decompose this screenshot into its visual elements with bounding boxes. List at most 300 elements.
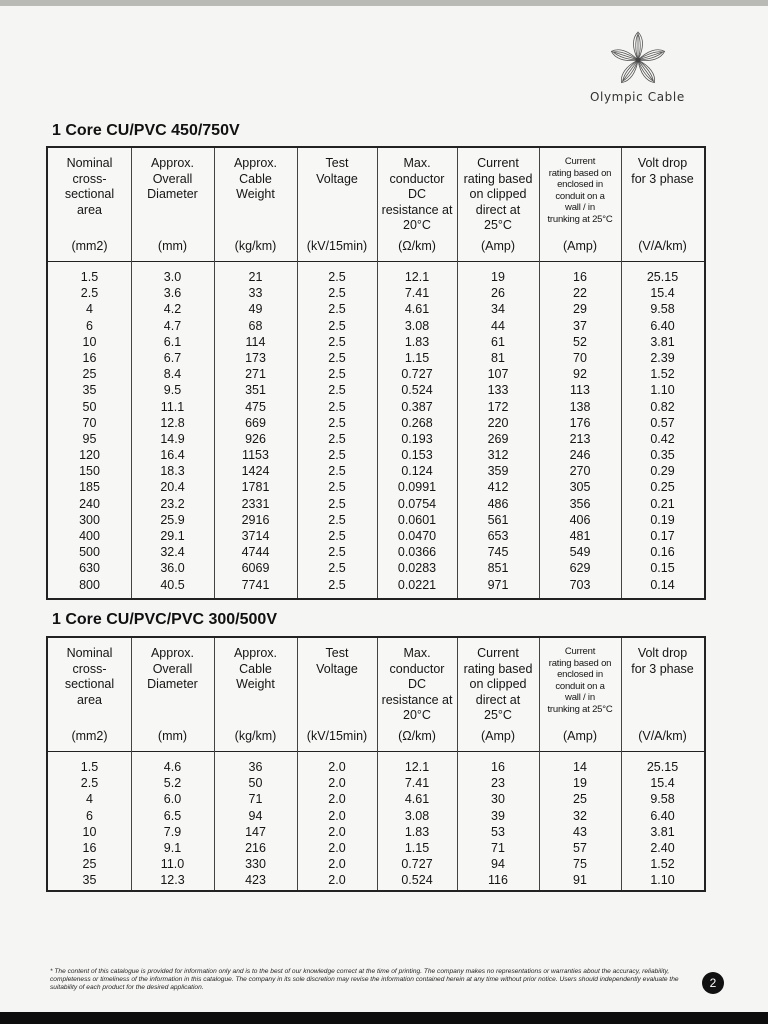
cell-cable-weight: 21 — [248, 270, 263, 284]
section-title-300-500: 1 Core CU/PVC/PVC 300/500V — [52, 611, 277, 628]
table-row — [48, 560, 704, 576]
cell-dc-resistance: 4.61 — [404, 302, 430, 317]
cell-cable-weight: 33 — [248, 286, 263, 301]
cell-current-conduit: 406 — [569, 512, 591, 527]
column-divider — [621, 148, 622, 598]
column-divider — [377, 148, 378, 598]
cell-nominal-area: 1.5 — [80, 760, 99, 774]
column-divider — [214, 638, 215, 890]
column-divider — [297, 638, 298, 890]
cell-dc-resistance: 0.0991 — [397, 480, 437, 495]
cell-dc-resistance: 1.15 — [404, 840, 430, 855]
header-label: Approx. Overall Diameter — [147, 646, 198, 691]
cell-nominal-area: 185 — [79, 480, 100, 495]
cell-dc-resistance: 0.524 — [401, 383, 433, 398]
cell-nominal-area: 35 — [82, 383, 97, 398]
disclaimer-footnote: * The content of this catalogue is provided for information only and is to the best of our knowledge correct at the time of printing. The company makes no representations or warranties about the accuracy, reliability, completeness or timeliness of the information in this catalogue. The company in its sole discretion may revise the information contained herein at any time without prior notice. Users should independently evaluate the suitability of each product for the desired application. — [50, 968, 679, 991]
brand-name: Olympic Cable — [590, 90, 685, 104]
cell-current-clipped: 220 — [487, 415, 509, 430]
cell-current-clipped: 561 — [487, 512, 509, 527]
header-unit: (Amp) — [562, 238, 598, 253]
table-body — [48, 759, 704, 889]
cell-volt-drop: 0.21 — [650, 496, 675, 511]
header-label: Volt drop for 3 phase — [631, 156, 694, 186]
table-row — [48, 577, 704, 593]
cell-cable-weight: 926 — [245, 431, 266, 446]
cell-cable-weight: 68 — [248, 318, 263, 333]
cell-volt-drop: 3.81 — [650, 824, 675, 839]
cell-current-clipped: 133 — [487, 383, 509, 398]
header-unit: (V/A/km) — [638, 238, 687, 253]
cell-test-voltage: 2.5 — [328, 286, 346, 301]
cell-volt-drop: 0.15 — [650, 561, 675, 576]
cell-test-voltage: 2.5 — [328, 529, 346, 543]
cell-current-clipped: 359 — [487, 464, 509, 479]
cell-test-voltage: 2.0 — [328, 808, 346, 823]
cell-volt-drop: 9.58 — [650, 792, 675, 807]
cell-cable-weight: 6069 — [241, 561, 270, 576]
table-row — [48, 463, 704, 479]
cell-volt-drop: 0.82 — [650, 399, 675, 414]
table-row — [48, 350, 704, 366]
cell-test-voltage: 2.5 — [328, 367, 346, 382]
flower-logo-icon — [608, 30, 668, 90]
cell-overall-diameter: 4.6 — [163, 760, 182, 774]
cell-cable-weight: 271 — [245, 367, 266, 382]
cell-overall-diameter: 8.4 — [163, 367, 182, 382]
cell-current-conduit: 113 — [570, 383, 590, 398]
cell-volt-drop: 9.58 — [650, 302, 675, 317]
cell-current-conduit: 57 — [573, 840, 587, 855]
cell-dc-resistance: 0.153 — [401, 448, 433, 463]
cell-cable-weight: 351 — [245, 383, 266, 398]
cell-volt-drop: 0.16 — [650, 545, 675, 560]
cell-volt-drop: 0.25 — [650, 480, 675, 495]
cell-dc-resistance: 1.15 — [404, 350, 430, 365]
header-cable-weight — [214, 638, 297, 751]
cell-cable-weight: 475 — [245, 399, 266, 414]
cell-current-clipped: 851 — [487, 561, 509, 576]
cell-nominal-area: 4 — [86, 302, 93, 317]
cell-volt-drop: 25.15 — [646, 760, 679, 774]
header-test-voltage — [297, 148, 377, 261]
header-label: Current rating based on enclosed in conduit on a wall / in trunking at 25°C — [547, 646, 613, 715]
page-number-badge: 2 — [702, 972, 724, 994]
cell-dc-resistance: 4.61 — [404, 792, 430, 807]
cell-overall-diameter: 4.2 — [163, 302, 182, 317]
cell-current-conduit: 703 — [569, 577, 591, 592]
table-row — [48, 528, 704, 544]
cell-cable-weight: 94 — [248, 808, 263, 823]
cell-current-clipped: 34 — [491, 302, 505, 317]
cell-volt-drop: 6.40 — [650, 318, 675, 333]
cell-test-voltage: 2.5 — [328, 496, 346, 511]
header-label: Approx. Cable Weight — [233, 646, 278, 691]
cell-overall-diameter: 14.9 — [160, 431, 185, 446]
cell-current-clipped: 26 — [491, 286, 505, 301]
header-label: Approx. Cable Weight — [233, 156, 278, 201]
cell-nominal-area: 300 — [79, 512, 100, 527]
header-volt-drop — [621, 638, 704, 751]
column-divider — [377, 638, 378, 890]
header-label: Test Voltage — [316, 156, 358, 186]
cell-nominal-area: 240 — [79, 496, 100, 511]
cell-current-conduit: 43 — [573, 824, 587, 839]
cell-current-clipped: 412 — [487, 480, 509, 495]
cell-dc-resistance: 0.0470 — [397, 529, 437, 543]
cell-test-voltage: 2.5 — [328, 512, 346, 527]
cell-volt-drop: 0.19 — [650, 512, 675, 527]
cell-test-voltage: 2.0 — [328, 873, 346, 888]
header-unit: (Amp) — [480, 728, 516, 743]
cell-current-conduit: 91 — [573, 873, 587, 888]
table-row — [48, 479, 704, 495]
cell-test-voltage: 2.5 — [328, 431, 346, 446]
header-unit: (mm2) — [71, 238, 108, 253]
header-unit: (kV/15min) — [306, 728, 368, 743]
scan-top-edge — [0, 0, 768, 6]
cell-current-clipped: 44 — [491, 318, 505, 333]
cell-cable-weight: 114 — [245, 334, 266, 349]
header-unit: (mm) — [157, 238, 188, 253]
cell-test-voltage: 2.5 — [328, 480, 346, 495]
cell-test-voltage: 2.5 — [328, 577, 346, 592]
cell-overall-diameter: 32.4 — [160, 545, 185, 560]
cell-cable-weight: 330 — [245, 857, 266, 872]
cell-overall-diameter: 16.4 — [160, 448, 185, 463]
cell-current-clipped: 312 — [487, 448, 509, 463]
cell-nominal-area: 800 — [79, 577, 100, 592]
cell-test-voltage: 2.5 — [328, 334, 346, 349]
cell-current-conduit: 629 — [569, 561, 591, 576]
header-current-clipped — [457, 148, 539, 261]
cell-dc-resistance: 12.1 — [404, 760, 430, 774]
cell-current-clipped: 653 — [487, 529, 509, 543]
cell-nominal-area: 25 — [82, 857, 97, 872]
cell-dc-resistance: 0.193 — [401, 431, 433, 446]
cell-current-conduit: 14 — [573, 760, 587, 774]
cell-overall-diameter: 7.9 — [163, 824, 182, 839]
table-row — [48, 334, 704, 350]
cell-dc-resistance: 1.83 — [404, 334, 430, 349]
cell-volt-drop: 1.52 — [650, 367, 675, 382]
cell-dc-resistance: 7.41 — [404, 286, 430, 301]
header-label: Max. conductor DC resistance at 20°C — [381, 646, 453, 722]
cell-volt-drop: 6.40 — [650, 808, 675, 823]
cell-current-conduit: 481 — [569, 529, 591, 543]
cell-dc-resistance: 0.0601 — [397, 512, 437, 527]
cell-dc-resistance: 12.1 — [404, 270, 430, 284]
cell-cable-weight: 2916 — [241, 512, 270, 527]
table-row — [48, 366, 704, 382]
header-nominal-area — [48, 638, 131, 751]
cell-current-conduit: 25 — [573, 792, 587, 807]
header-label: Current rating based on clipped direct at 25°C — [463, 646, 533, 722]
cell-overall-diameter: 4.7 — [163, 318, 182, 333]
cable-spec-table-300-500 — [46, 636, 706, 892]
cell-current-clipped: 81 — [491, 350, 505, 365]
header-overall-diameter — [131, 148, 214, 261]
cell-cable-weight: 669 — [245, 415, 266, 430]
scan-bottom-edge — [0, 1012, 768, 1024]
cell-overall-diameter: 3.0 — [163, 270, 182, 284]
header-unit: (Amp) — [562, 728, 598, 743]
header-volt-drop — [621, 148, 704, 261]
cell-nominal-area: 10 — [82, 334, 97, 349]
table-header — [48, 148, 704, 262]
cell-current-clipped: 971 — [487, 577, 509, 592]
cell-overall-diameter: 12.3 — [160, 873, 185, 888]
cell-dc-resistance: 7.41 — [404, 776, 430, 791]
cell-current-clipped: 486 — [487, 496, 509, 511]
column-divider — [457, 148, 458, 598]
header-label: Current rating based on enclosed in conduit on a wall / in trunking at 25°C — [547, 156, 613, 225]
cell-dc-resistance: 0.0754 — [397, 496, 437, 511]
cell-current-conduit: 92 — [573, 367, 587, 382]
cell-nominal-area: 150 — [79, 464, 100, 479]
cell-current-conduit: 549 — [569, 545, 591, 560]
cell-current-clipped: 94 — [491, 857, 505, 872]
cell-cable-weight: 71 — [248, 792, 263, 807]
cell-test-voltage: 2.0 — [328, 840, 346, 855]
cell-overall-diameter: 3.6 — [163, 286, 182, 301]
cell-current-clipped: 745 — [487, 545, 509, 560]
header-label: Current rating based on clipped direct at 25°C — [463, 156, 533, 232]
cell-current-clipped: 107 — [487, 367, 509, 382]
table-row — [48, 856, 704, 872]
header-label: Nominal cross- sectional area — [64, 156, 115, 217]
cell-test-voltage: 2.0 — [328, 776, 346, 791]
column-divider — [214, 148, 215, 598]
cell-nominal-area: 16 — [82, 350, 97, 365]
cell-nominal-area: 4 — [86, 792, 93, 807]
cell-current-clipped: 116 — [488, 873, 508, 888]
cell-overall-diameter: 20.4 — [160, 480, 185, 495]
cell-nominal-area: 120 — [79, 448, 100, 463]
cell-current-conduit: 270 — [569, 464, 591, 479]
cell-cable-weight: 147 — [245, 824, 266, 839]
cell-volt-drop: 0.17 — [650, 529, 675, 543]
cell-volt-drop: 0.35 — [650, 448, 675, 463]
cell-dc-resistance: 0.0366 — [397, 545, 437, 560]
cell-nominal-area: 35 — [82, 873, 97, 888]
header-unit: (mm2) — [71, 728, 108, 743]
cell-nominal-area: 16 — [82, 840, 97, 855]
cell-test-voltage: 2.0 — [328, 824, 346, 839]
header-unit: (kg/km) — [234, 238, 277, 253]
cell-dc-resistance: 0.727 — [401, 367, 433, 382]
cell-test-voltage: 2.5 — [328, 415, 346, 430]
table-row — [48, 544, 704, 560]
cell-overall-diameter: 11.1 — [160, 399, 185, 414]
section-title-450-750: 1 Core CU/PVC 450/750V — [52, 122, 240, 139]
cell-volt-drop: 15.4 — [650, 286, 675, 301]
cell-overall-diameter: 9.5 — [163, 383, 182, 398]
table-row — [48, 791, 704, 807]
cell-current-clipped: 172 — [487, 399, 509, 414]
cell-dc-resistance: 1.83 — [404, 824, 430, 839]
cell-cable-weight: 49 — [248, 302, 263, 317]
cell-nominal-area: 95 — [82, 431, 97, 446]
table-row — [48, 269, 704, 285]
cell-cable-weight: 36 — [248, 760, 263, 774]
header-nominal-area — [48, 148, 131, 261]
cell-overall-diameter: 9.1 — [163, 840, 182, 855]
cell-current-clipped: 39 — [491, 808, 505, 823]
header-unit: (mm) — [157, 728, 188, 743]
header-dc-resistance — [377, 638, 457, 751]
cell-current-conduit: 22 — [573, 286, 587, 301]
cell-nominal-area: 70 — [82, 415, 97, 430]
cell-nominal-area: 6 — [86, 318, 93, 333]
header-current-clipped — [457, 638, 539, 751]
cell-volt-drop: 0.42 — [650, 431, 675, 446]
cell-current-conduit: 305 — [569, 480, 591, 495]
cell-test-voltage: 2.5 — [328, 302, 346, 317]
cell-current-conduit: 37 — [573, 318, 587, 333]
cell-test-voltage: 2.5 — [328, 270, 346, 284]
cell-current-conduit: 70 — [573, 350, 587, 365]
cell-overall-diameter: 23.2 — [160, 496, 185, 511]
cell-current-conduit: 246 — [569, 448, 591, 463]
column-divider — [457, 638, 458, 890]
header-unit: (kg/km) — [234, 728, 277, 743]
cell-volt-drop: 15.4 — [650, 776, 675, 791]
cell-overall-diameter: 6.7 — [163, 350, 182, 365]
cell-overall-diameter: 29.1 — [160, 529, 185, 543]
cell-cable-weight: 7741 — [241, 577, 270, 592]
column-divider — [539, 638, 540, 890]
cell-overall-diameter: 6.0 — [163, 792, 182, 807]
cell-current-clipped: 30 — [491, 792, 505, 807]
cell-dc-resistance: 3.08 — [404, 318, 430, 333]
cable-spec-table-450-750 — [46, 146, 706, 600]
cell-cable-weight: 1153 — [242, 448, 269, 463]
cell-overall-diameter: 40.5 — [160, 577, 185, 592]
cell-current-conduit: 16 — [573, 270, 587, 284]
table-row — [48, 808, 704, 824]
cell-current-clipped: 71 — [491, 840, 505, 855]
cell-current-conduit: 19 — [573, 776, 587, 791]
header-test-voltage — [297, 638, 377, 751]
column-divider — [539, 148, 540, 598]
cell-cable-weight: 1424 — [241, 464, 270, 479]
table-row — [48, 447, 704, 463]
header-label: Nominal cross- sectional area — [64, 646, 115, 707]
cell-dc-resistance: 0.0283 — [397, 561, 437, 576]
cell-cable-weight: 173 — [245, 350, 266, 365]
cell-test-voltage: 2.5 — [328, 545, 346, 560]
cell-volt-drop: 25.15 — [646, 270, 679, 284]
header-current-conduit — [539, 638, 621, 751]
cell-current-conduit: 29 — [573, 302, 587, 317]
cell-cable-weight: 2331 — [241, 496, 270, 511]
cell-nominal-area: 6 — [86, 808, 93, 823]
table-row — [48, 759, 704, 775]
cell-current-conduit: 138 — [569, 399, 591, 414]
cell-dc-resistance: 0.268 — [401, 415, 433, 430]
cell-cable-weight: 1781 — [241, 480, 270, 495]
cell-nominal-area: 50 — [82, 399, 97, 414]
table-body — [48, 269, 704, 593]
header-label: Approx. Overall Diameter — [147, 156, 198, 201]
cell-dc-resistance: 0.524 — [401, 873, 433, 888]
cell-volt-drop: 1.10 — [650, 873, 675, 888]
cell-overall-diameter: 6.1 — [163, 334, 182, 349]
header-unit: (V/A/km) — [638, 728, 687, 743]
header-cable-weight — [214, 148, 297, 261]
cell-overall-diameter: 11.0 — [160, 857, 185, 872]
cell-volt-drop: 0.29 — [650, 464, 675, 479]
cell-overall-diameter: 18.3 — [160, 464, 185, 479]
cell-current-clipped: 61 — [491, 334, 505, 349]
column-divider — [131, 148, 132, 598]
header-overall-diameter — [131, 638, 214, 751]
cell-nominal-area: 1.5 — [80, 270, 99, 284]
table-row — [48, 431, 704, 447]
column-divider — [297, 148, 298, 598]
table-row — [48, 512, 704, 528]
header-label: Test Voltage — [316, 646, 358, 676]
cell-current-clipped: 53 — [491, 824, 505, 839]
brand-logo — [590, 30, 710, 110]
cell-dc-resistance: 0.0221 — [397, 577, 437, 592]
header-unit: (Ω/km) — [398, 728, 436, 743]
table-row — [48, 824, 704, 840]
cell-cable-weight: 3714 — [241, 529, 270, 543]
cell-test-voltage: 2.5 — [328, 561, 346, 576]
table-row — [48, 872, 704, 888]
cell-volt-drop: 2.39 — [650, 350, 675, 365]
table-row — [48, 399, 704, 415]
cell-current-clipped: 269 — [487, 431, 509, 446]
cell-dc-resistance: 0.124 — [401, 464, 433, 479]
cell-current-conduit: 75 — [573, 857, 587, 872]
table-row — [48, 301, 704, 317]
cell-test-voltage: 2.5 — [328, 350, 346, 365]
cell-overall-diameter: 36.0 — [160, 561, 185, 576]
header-unit: (Amp) — [480, 238, 516, 253]
column-divider — [131, 638, 132, 890]
cell-cable-weight: 50 — [248, 776, 263, 791]
cell-test-voltage: 2.5 — [328, 399, 346, 414]
cell-volt-drop: 1.52 — [650, 857, 675, 872]
table-row — [48, 840, 704, 856]
cell-overall-diameter: 6.5 — [163, 808, 182, 823]
header-label: Max. conductor DC resistance at 20°C — [381, 156, 453, 232]
cell-dc-resistance: 0.387 — [401, 399, 433, 414]
header-current-conduit — [539, 148, 621, 261]
cell-test-voltage: 2.5 — [328, 448, 346, 463]
cell-current-conduit: 32 — [573, 808, 587, 823]
cell-current-clipped: 19 — [491, 270, 505, 284]
cell-volt-drop: 0.14 — [650, 577, 675, 592]
cell-nominal-area: 2.5 — [80, 286, 99, 301]
cell-volt-drop: 3.81 — [650, 334, 675, 349]
cell-volt-drop: 2.40 — [650, 840, 675, 855]
cell-nominal-area: 500 — [79, 545, 100, 560]
table-row — [48, 318, 704, 334]
cell-overall-diameter: 25.9 — [160, 512, 185, 527]
cell-volt-drop: 0.57 — [650, 415, 675, 430]
cell-current-conduit: 356 — [569, 496, 591, 511]
header-unit: (Ω/km) — [398, 238, 436, 253]
cell-nominal-area: 25 — [82, 367, 97, 382]
cell-current-clipped: 16 — [491, 760, 505, 774]
table-row — [48, 415, 704, 431]
cell-cable-weight: 423 — [245, 873, 266, 888]
cell-test-voltage: 2.0 — [328, 792, 346, 807]
